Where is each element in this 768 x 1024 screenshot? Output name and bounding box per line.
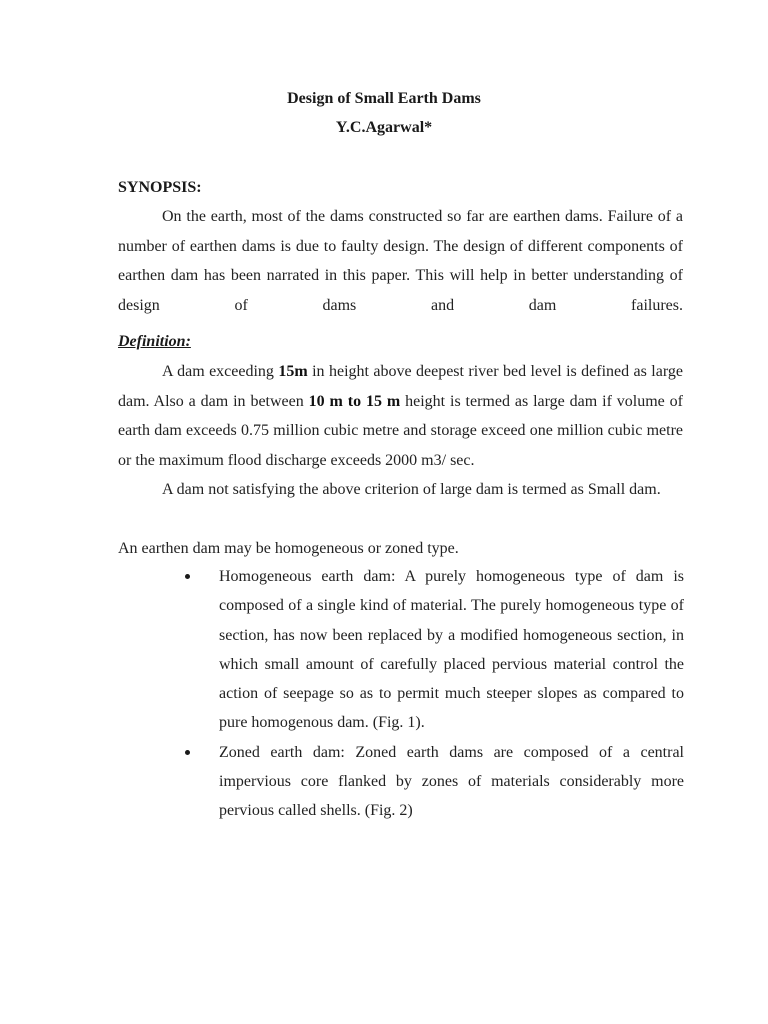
dam-types-list: [178, 562, 684, 826]
definition-text-part: A dam exceeding: [162, 363, 279, 380]
synopsis-paragraph: [118, 202, 683, 320]
list-item-homogeneous: [178, 562, 684, 738]
small-dam-text: A dam not satisfying the above criterion of large dam is termed as Small dam.: [162, 481, 661, 498]
document-author: Y.C.Agarwal*: [335, 119, 433, 136]
definition-text: [118, 357, 683, 475]
definition-bold-15m: 15m: [278, 363, 308, 380]
list-item-text: Homogeneous earth dam: A purely homogeneous type of dam is composed of a single kind of material. The purely homogeneous type of section, has now been replaced by a modified homogeneous section, in which small amount of carefully placed pervious material control the action of seepage so as to permit much steeper slopes as compared to pure homogenous dam. (Fig. 1).: [219, 568, 684, 732]
definition-paragraph: [118, 357, 683, 475]
definition-text-part: in height above deepest river bed level is defined as large dam. Also a dam in between: [118, 363, 683, 410]
definition-text-part: height is termed as large dam if volume of earth dam exceeds 0.75 million cubic metre and storage exceed one million cubic metre or the maximum flood discharge exceeds 2000 m3/ sec.: [118, 392, 683, 469]
list-item-text: Zoned earth dam: Zoned earth dams are composed of a central impervious core flanked by zones of materials considerably more pervious called shells. (Fig. 2): [219, 743, 684, 820]
bullet-icon: [185, 750, 190, 755]
bullet-icon: [185, 574, 190, 579]
synopsis-text: On the earth, most of the dams constructed so far are earthen dams. Failure of a number of earthen dams is due to faulty design. The design of different components of earthen dam has been narrated in this paper. This will help in better understanding of design of dams and dam failures.: [118, 208, 683, 314]
list-item-zoned: [178, 738, 684, 826]
document-title: Design of Small Earth Dams: [287, 90, 481, 107]
small-dam-paragraph: [118, 475, 683, 505]
synopsis-heading: SYNOPSIS:: [118, 179, 202, 196]
definition-heading: Definition:: [118, 333, 191, 350]
definition-bold-range: 10 m to 15 m: [308, 392, 401, 410]
dam-types-intro: An earthen dam may be homogeneous or zoned type.: [118, 540, 459, 557]
